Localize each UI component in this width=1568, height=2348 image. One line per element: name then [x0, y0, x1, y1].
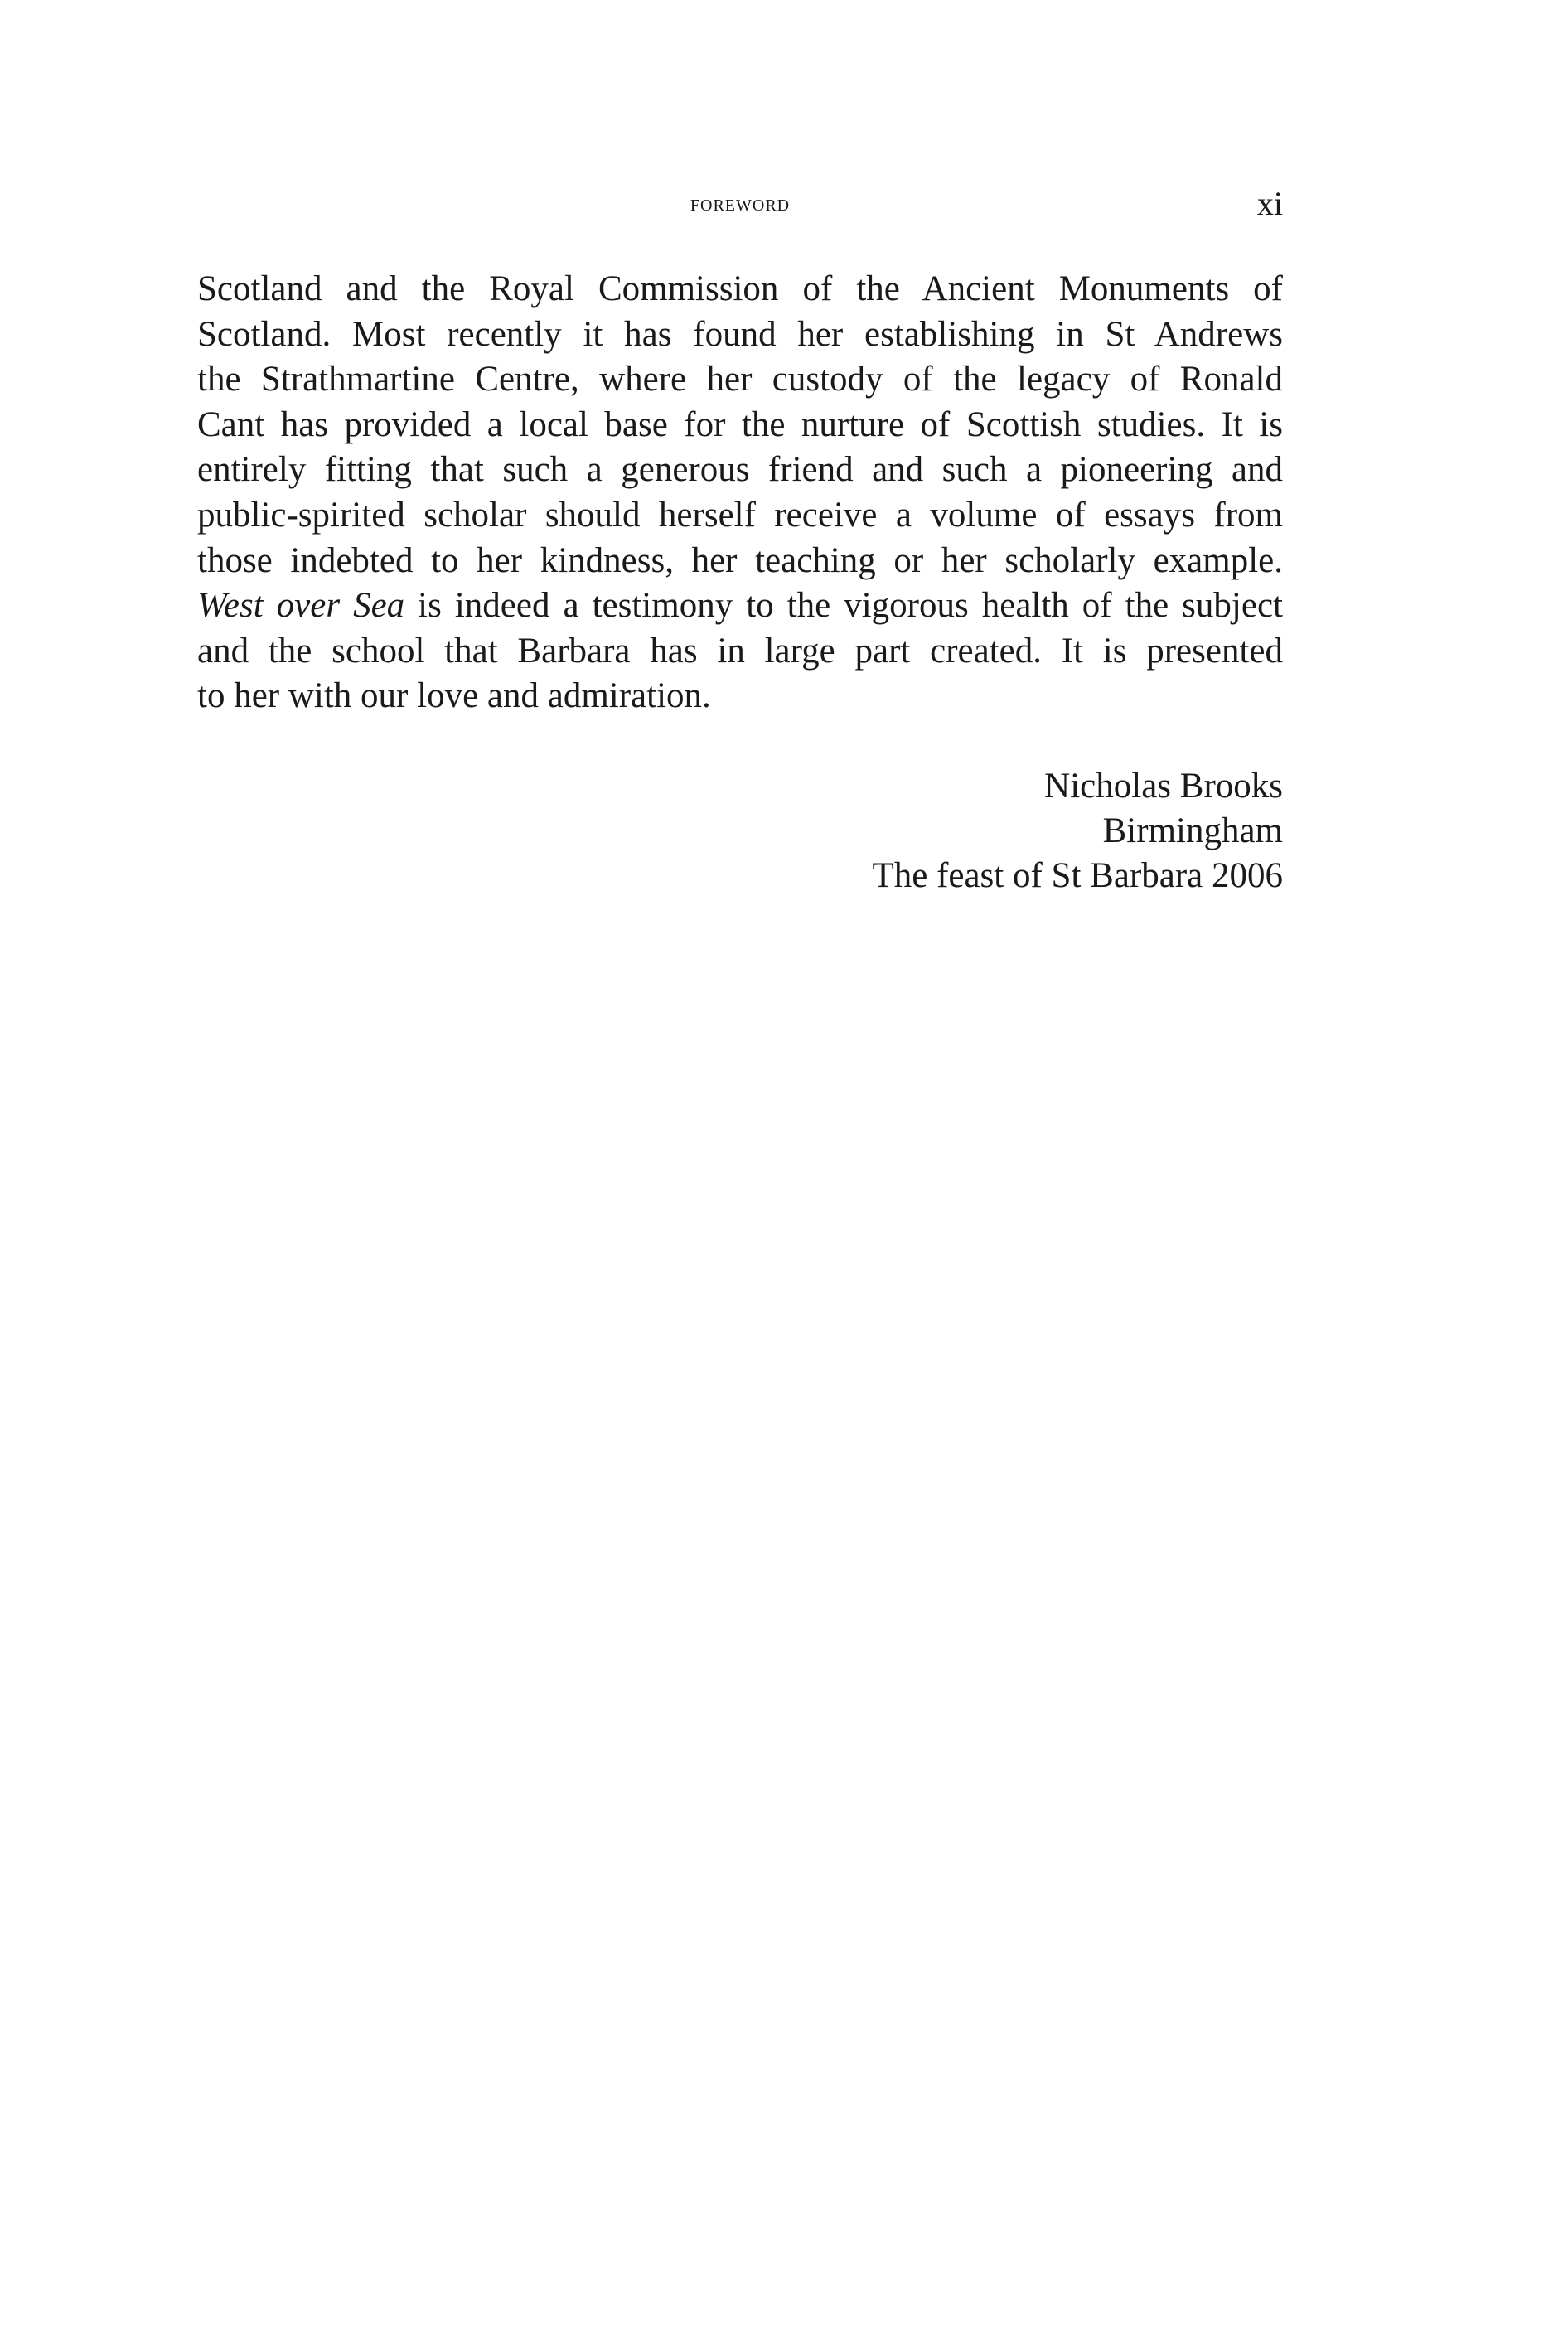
author-place: Birmingham [1102, 811, 1283, 850]
text-line: those indebted to her kindness, her teaching or her scholarly example. [197, 540, 1283, 580]
text-line: Scotland and the Royal Commission of the Ancient Monuments of [197, 269, 1283, 308]
signature-date: The feast of St Barbara 2006 [872, 856, 1283, 895]
text-line: Scotland. Most recently it has found her establishing in St Andrews [197, 314, 1283, 354]
text-line: Cant has provided a local base for the nurture of Scottish studies. It is [197, 404, 1283, 444]
book-title-italic: West over Sea [197, 586, 405, 626]
running-title: foreword [690, 191, 791, 216]
running-head [197, 184, 1283, 234]
text-line: and the school that Barbara has in large part created. It is presented [197, 631, 1283, 671]
page-number: xi [1256, 185, 1283, 222]
text-line [197, 583, 1283, 629]
text-line: entirely fitting that such a generous friend and such a pioneering and [197, 450, 1283, 490]
text-line: the Strathmartine Centre, where her custody of the legacy of Ronald [197, 360, 1283, 399]
text-line: public-spirited scholar should herself receive a volume of essays from [197, 495, 1283, 535]
text-line-rest: is indeed a testimony to the vigorous health of the subject [404, 586, 1283, 626]
author-name: Nicholas Brooks [1044, 767, 1283, 806]
text-line-last: to her with our love and admiration. [197, 676, 711, 716]
foreword-paragraph [197, 267, 1283, 719]
signature-block [197, 764, 1283, 898]
